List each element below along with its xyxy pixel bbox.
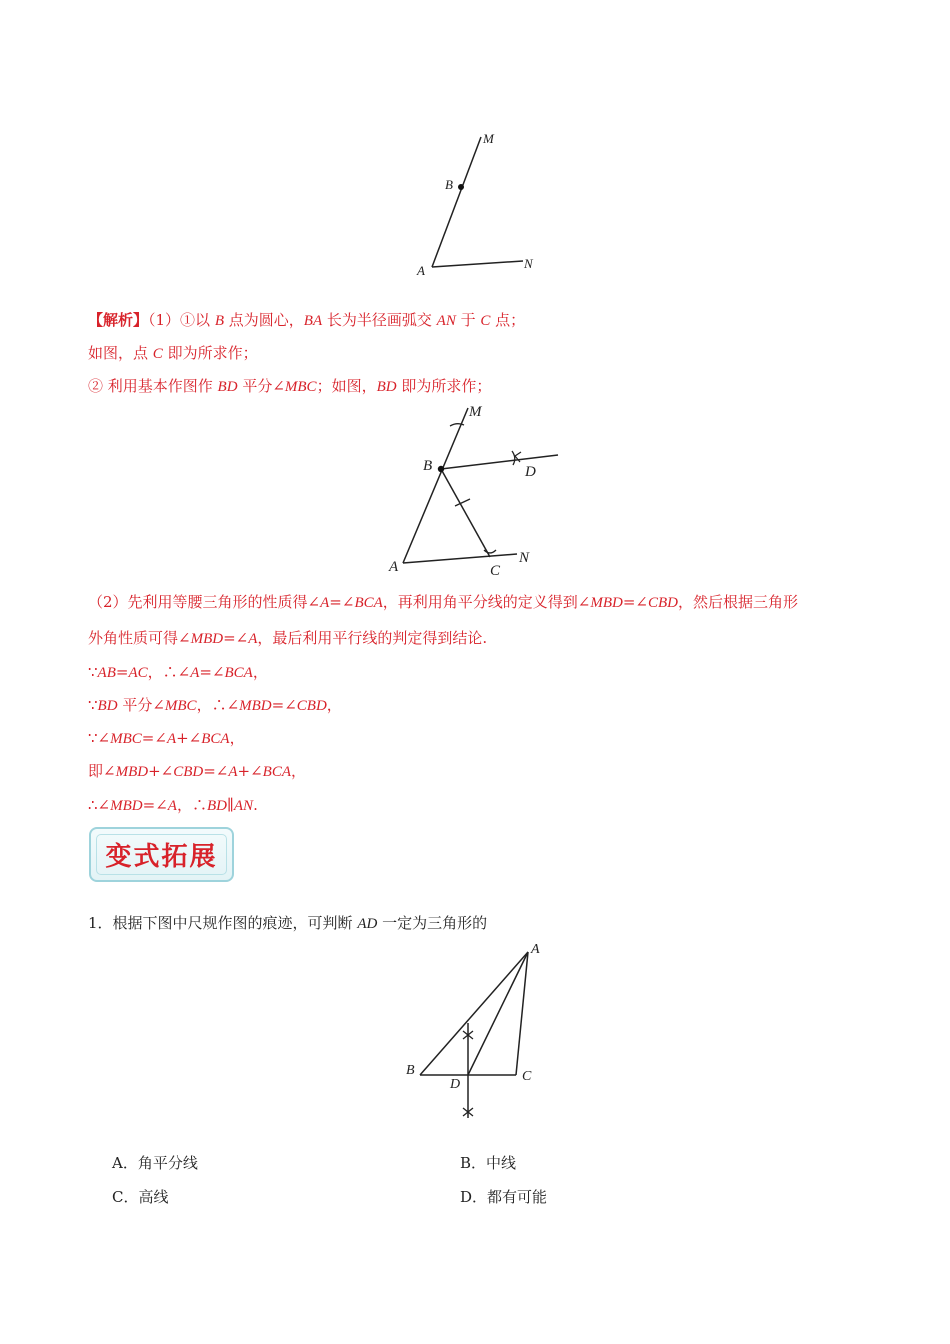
analysis-line-2 (88, 343, 258, 364)
section-badge-title: 变式拓展 (96, 834, 227, 875)
arc-mark-d (512, 451, 515, 465)
ray-bd (441, 455, 558, 469)
segment-bc (441, 469, 490, 557)
label-n: N (524, 256, 533, 271)
label-c: C (490, 563, 501, 579)
text: ， (291, 762, 307, 780)
text: +∠ (176, 729, 202, 747)
text: ， (252, 663, 268, 681)
part2-line-2 (88, 628, 487, 649)
var: BD (217, 379, 238, 395)
text: 即为所求作； (396, 377, 492, 395)
label-m: M (469, 404, 482, 420)
var: BCA (201, 731, 230, 747)
var: CBD (648, 595, 678, 611)
var: CBD (296, 698, 327, 714)
part2-line-1 (88, 592, 798, 613)
label-d: D (525, 464, 536, 480)
text: 点为圆心， (224, 311, 304, 329)
proof-line-3 (88, 728, 245, 749)
text: 即∠ (88, 762, 116, 780)
option-d[interactable]: D．都有可能 (460, 1188, 548, 1206)
var: A (166, 731, 177, 747)
figure-construction (380, 398, 570, 583)
var: A (320, 595, 330, 611)
ray-an (403, 554, 517, 563)
label-a: A (389, 559, 399, 575)
ray-am (432, 137, 481, 267)
text: ∥ (226, 796, 234, 814)
arc-mark-mid (455, 499, 470, 506)
proof-line-4 (88, 761, 306, 782)
side-ac (516, 952, 528, 1075)
text: =∠ (329, 593, 355, 611)
var: MBD (190, 631, 224, 647)
arc-mark-m (450, 424, 464, 426)
text: =∠ (142, 796, 168, 814)
var: BD (97, 698, 118, 714)
text: 如图，点 (88, 344, 153, 362)
text: =∠ (203, 762, 229, 780)
figure-triangle (400, 938, 560, 1128)
var: MBD (239, 698, 272, 714)
label-m: M (483, 131, 494, 146)
text: ， (229, 729, 245, 747)
var: A (248, 631, 258, 647)
text: ，然后根据三角形 (678, 593, 799, 611)
construction-diagram (380, 398, 570, 583)
text: ，∴ (176, 796, 207, 814)
question-1 (88, 913, 487, 934)
var: BD (206, 798, 227, 814)
label-b: B (406, 1063, 415, 1078)
triangle-diagram (400, 938, 560, 1128)
var: BD (376, 379, 397, 395)
text: 1．根据下图中尺规作图的痕迹，可判断 (88, 914, 358, 932)
option-a[interactable]: A．角平分线 (112, 1154, 198, 1172)
section-badge (89, 827, 234, 882)
text: （1）①以 (148, 311, 215, 329)
label-b: B (445, 177, 453, 192)
label-c: C (522, 1069, 532, 1084)
label-b: B (423, 458, 433, 474)
text: ，最后利用平行线的判定得到结论. (257, 629, 488, 647)
text: =∠ (199, 663, 225, 681)
analysis-tag: 【解析】 (88, 311, 149, 329)
segment-ad (468, 952, 528, 1075)
figure-angle-man (405, 125, 555, 285)
option-c[interactable]: C．高线 (112, 1188, 169, 1206)
text: =∠ (141, 729, 167, 747)
text: =∠ (223, 629, 249, 647)
point-b (458, 184, 464, 190)
var: BCA (224, 665, 253, 681)
var: MBD (590, 595, 623, 611)
var: BCA (354, 595, 383, 611)
text: 即为所求作； (162, 344, 258, 362)
proof-line-1 (88, 662, 268, 683)
var: A (190, 665, 200, 681)
var: MBC (284, 379, 317, 395)
var: AB (97, 665, 116, 681)
text: ，再利用角平分线的定义得到∠ (382, 593, 591, 611)
var: AC (128, 665, 148, 681)
text: ② 利用基本作图作 (88, 377, 218, 395)
label-a: A (417, 263, 425, 278)
text: 长为半径画弧交 (322, 311, 437, 329)
var: AN (436, 313, 456, 329)
proof-line-2 (88, 695, 342, 716)
point-b (438, 466, 444, 472)
text: ，∴∠ (196, 696, 240, 714)
label-a: A (531, 942, 540, 957)
option-b[interactable]: B．中线 (460, 1154, 517, 1172)
var: AD (357, 916, 378, 932)
text: 一定为三角形的 (377, 914, 488, 932)
var: BCA (262, 764, 292, 780)
text: =∠ (271, 696, 297, 714)
analysis-line-1 (88, 310, 525, 331)
text: ， (326, 696, 342, 714)
var: MBC (164, 698, 197, 714)
side-ab (420, 952, 528, 1075)
text: 外角性质可得∠ (88, 629, 191, 647)
label-d: D (450, 1077, 461, 1092)
var: B (214, 313, 224, 329)
text: +∠ (148, 762, 174, 780)
text: ∵ (88, 663, 98, 681)
text: ∴∠ (88, 796, 111, 814)
label-n: N (519, 550, 530, 566)
var: C (480, 313, 491, 329)
var: MBC (110, 731, 142, 747)
var: A (228, 764, 238, 780)
text: 于 (455, 311, 481, 329)
angle-diagram (405, 125, 555, 285)
text: ∵∠ (88, 729, 111, 747)
text: 点； (490, 311, 526, 329)
var: MBD (115, 764, 149, 780)
ray-an (432, 261, 523, 267)
text: +∠ (237, 762, 263, 780)
var: MBD (110, 798, 143, 814)
var: AN (233, 798, 254, 814)
text: （2）先利用等腰三角形的性质得∠ (88, 593, 321, 611)
var: CBD (173, 764, 204, 780)
text: . (253, 796, 258, 814)
ray-am (403, 408, 468, 563)
text: ，∴∠ (147, 663, 191, 681)
var: BA (303, 313, 323, 329)
var: A (167, 798, 177, 814)
proof-line-5 (88, 795, 258, 816)
text: ∵ (88, 696, 98, 714)
text: ；如图， (316, 377, 377, 395)
var: C (152, 346, 163, 362)
text: = (115, 663, 129, 681)
analysis-line-3 (88, 376, 491, 397)
text: 平分∠ (237, 377, 285, 395)
text: 平分∠ (117, 696, 165, 714)
text: =∠ (622, 593, 648, 611)
